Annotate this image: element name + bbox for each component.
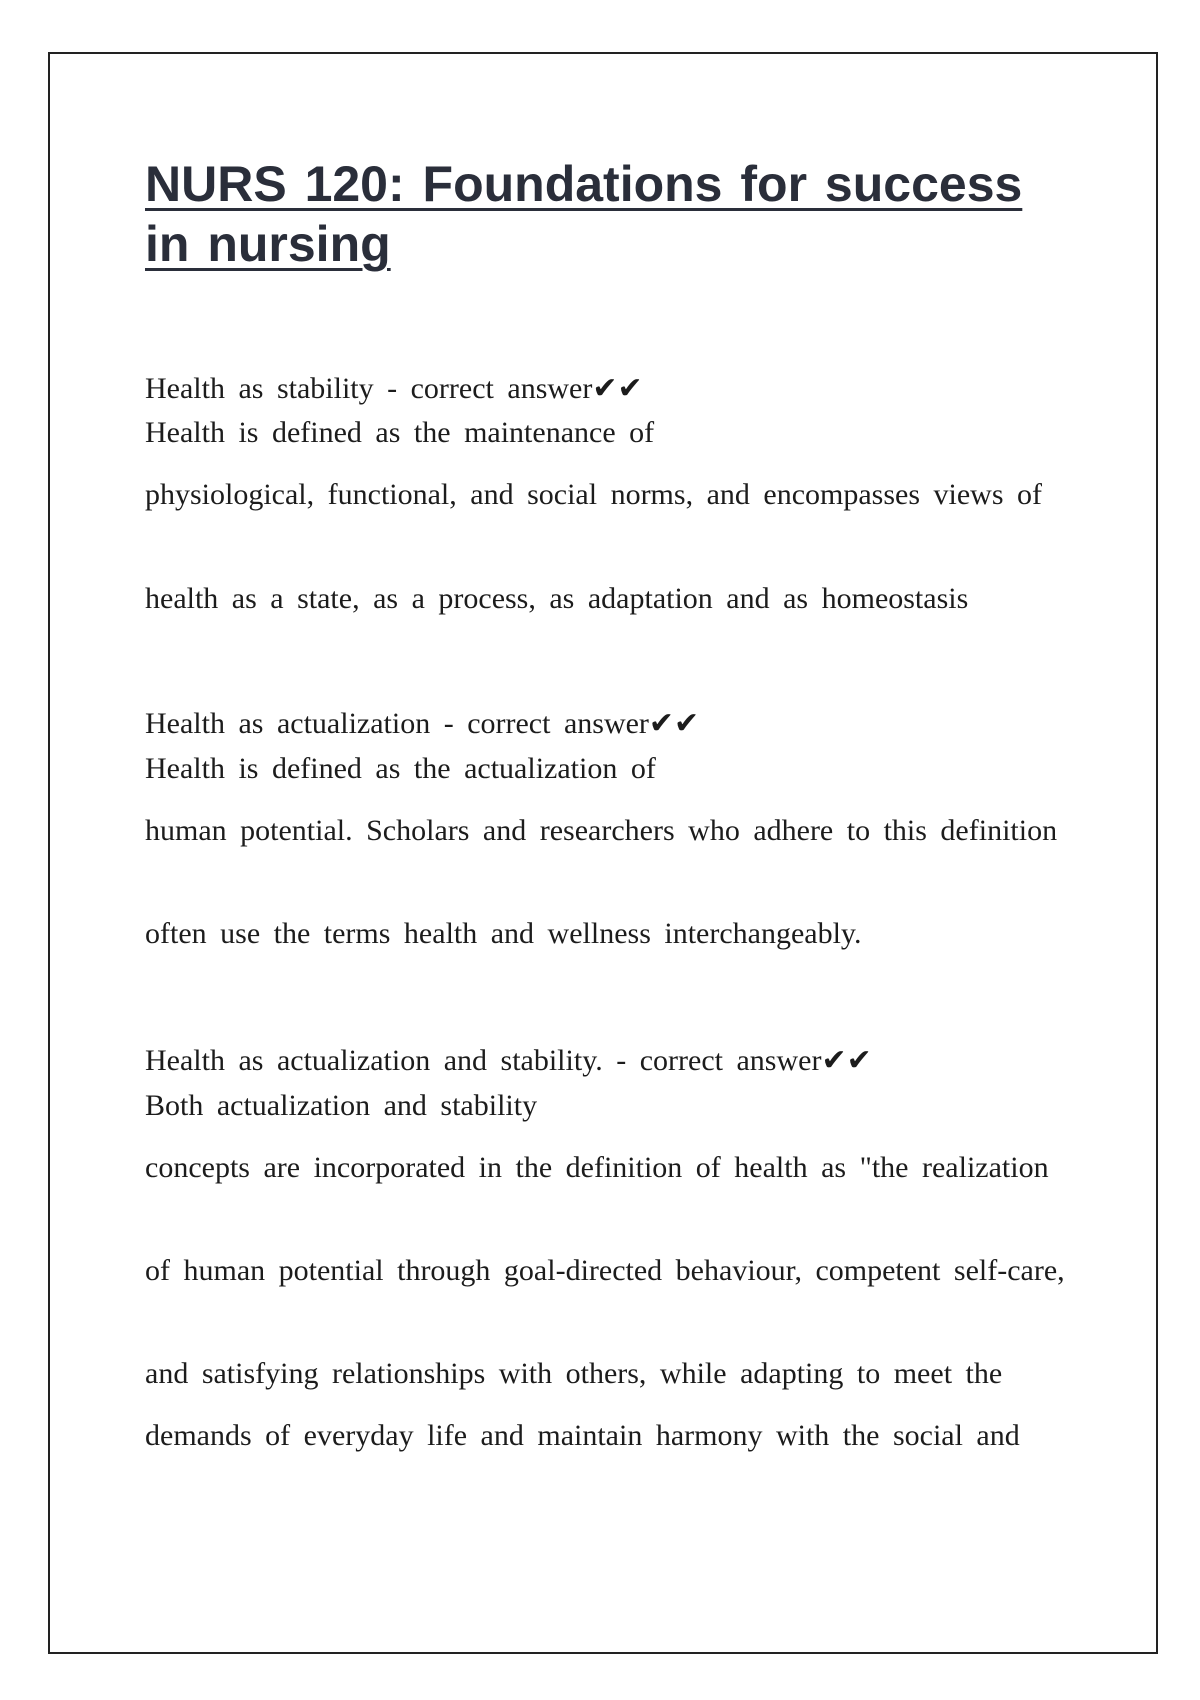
section-heading-actualization: Health as actualization - correct answer✔✔ (145, 707, 700, 740)
section-line: Health is defined as the actualization of (145, 752, 656, 785)
section-line: health as a state, as a process, as adaptation and as homeostasis (145, 582, 969, 615)
document-page (48, 52, 1158, 1654)
section-line: demands of everyday life and maintain harmony with the social and (145, 1419, 1020, 1452)
section-line: often use the terms health and wellness interchangeably. (145, 917, 862, 950)
section-line: Health is defined as the maintenance of (145, 416, 655, 449)
document-title: NURS 120: Foundations for success in nursing (145, 156, 1023, 272)
section-line: human potential. Scholars and researchers who adhere to this definition (145, 814, 1058, 847)
section-line: Both actualization and stability (145, 1089, 538, 1122)
section-line: concepts are incorporated in the definition of health as "the realization (145, 1151, 1049, 1184)
section-line: physiological, functional, and social norms, and encompasses views of (145, 478, 1042, 511)
section-heading-actualization-stability: Health as actualization and stability. - correct answer✔✔ (145, 1044, 872, 1077)
section-heading-stability: Health as stability - correct answer✔✔ (145, 372, 643, 405)
section-line: of human potential through goal-directed behaviour, competent self-care, (145, 1254, 1065, 1287)
section-line: and satisfying relationships with others, while adapting to meet the (145, 1357, 1003, 1390)
